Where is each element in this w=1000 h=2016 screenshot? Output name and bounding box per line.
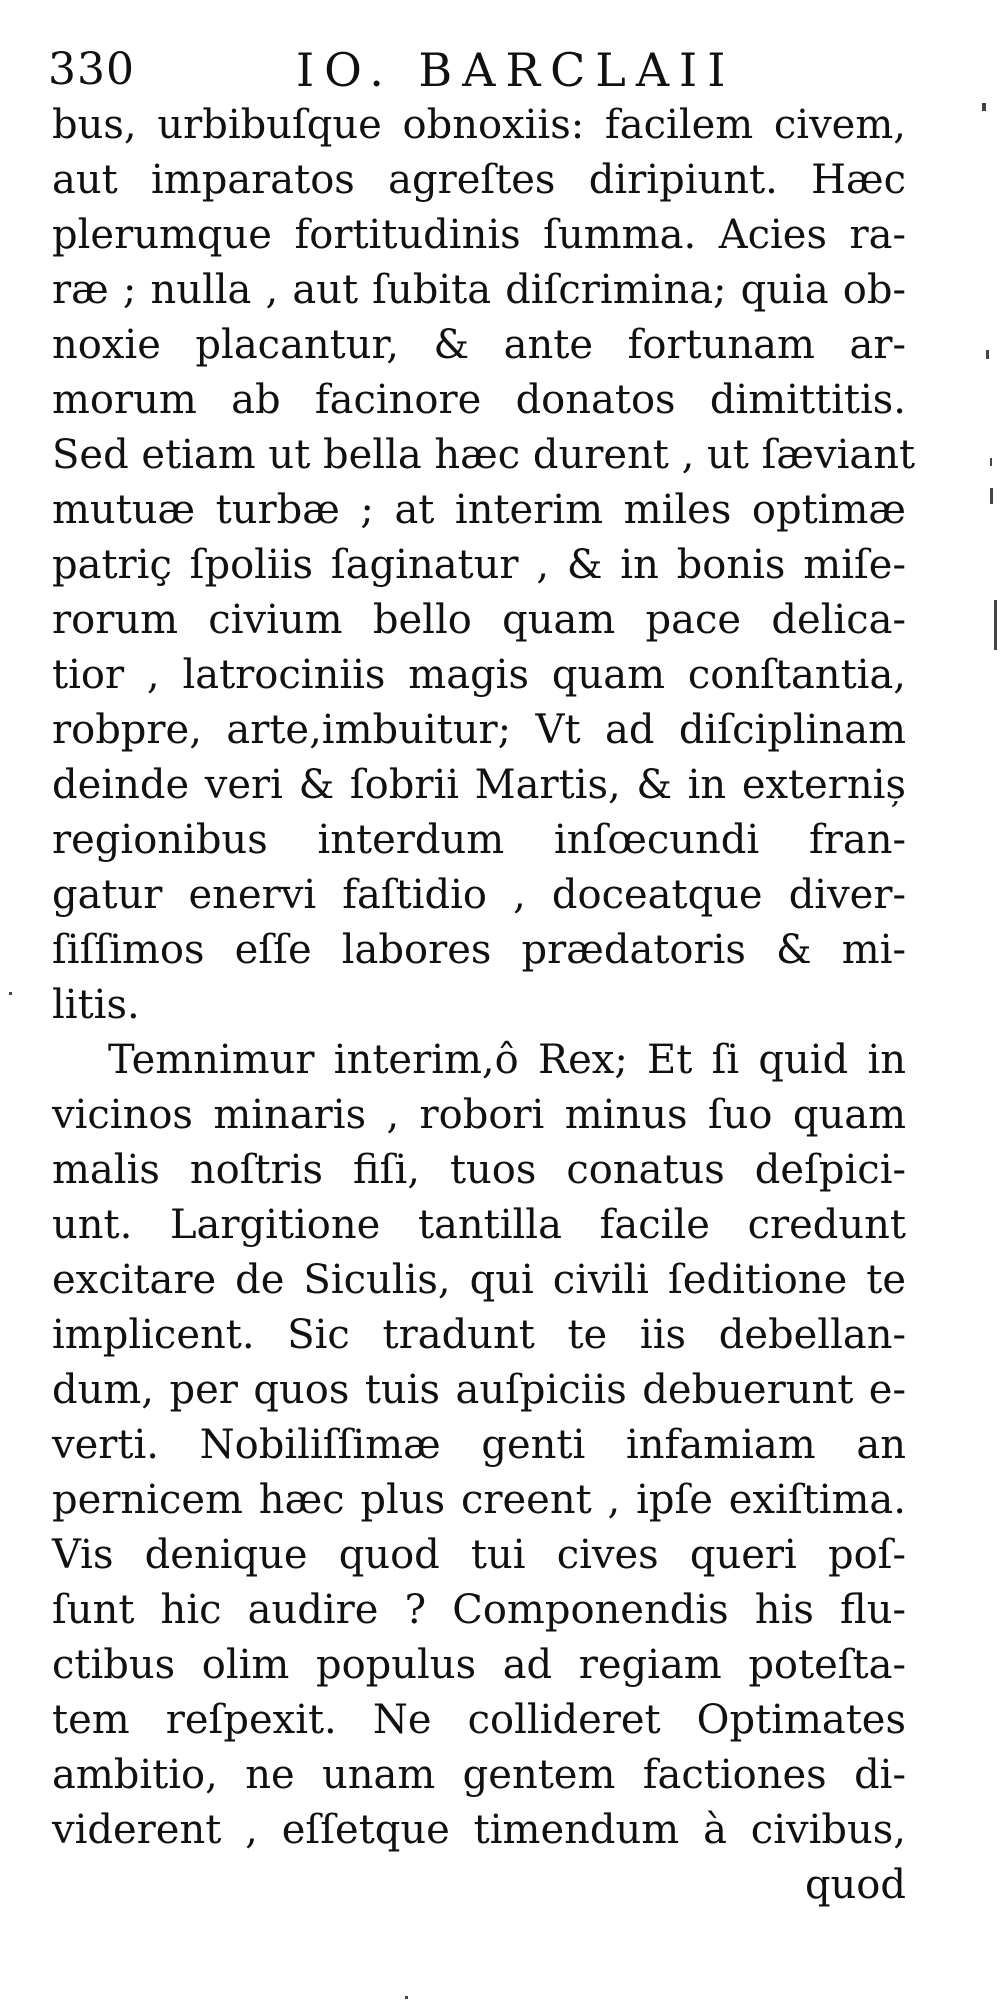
text-line: plerumque fortitudinis ſumma. Acies ra- [52,212,906,258]
text-line: bus, urbibuſque obnoxiis: facilem civem, [52,102,906,148]
text-line: ræ ; nulla , aut ſubita diſcrimina; quia ob- [52,267,906,313]
text-line: implicent. Sic tradunt te iis debellan- [52,1312,906,1358]
text-line: regionibus interdum inſœcundi fran- [52,817,906,863]
text-line: viderent , eſſetque timendum à civibus, [52,1807,906,1853]
catchword: quod [804,1862,906,1908]
margin-speck [990,458,992,466]
margin-speck [405,1996,408,1999]
text-line: noxie placantur, & ante fortunam ar- [52,322,906,368]
body-text [52,98,916,1913]
text-line: tem reſpexit. Ne collideret Optimates [52,1697,906,1743]
text-line: litis. [52,982,140,1028]
text-line: dum, per quos tuis auſpiciis debuerunt e- [52,1367,906,1413]
text-line: aut imparatos agreſtes diripiunt. Hæc [52,157,906,203]
text-line: robpre, arte,imbuitur; Vt ad diſciplinam [52,707,906,753]
text-line: vicinos minaris , robori minus ſuo quam [52,1092,906,1138]
text-line: excitare de Siculis, qui civili ſeditione te [52,1257,906,1303]
text-line: unt. Largitione tantilla facile credunt [52,1202,906,1248]
margin-speck [994,600,997,650]
text-line: Sed etiam ut bella hæc durent , ut ſæviant [52,432,916,478]
text-line: Temnimur interim,ô Rex; Et ſi quid in [108,1037,906,1083]
text-line: ambitio, ne unam gentem factiones di- [52,1752,906,1798]
page-number: 330 [48,44,135,95]
text-line: deinde veri & ſobrii Martis, & in externiș [52,762,906,808]
paragraph-1 [52,98,916,1033]
margin-speck [9,992,12,995]
text-line: patriç ſpoliis ſaginatur , & in bonis miſe- [52,542,906,588]
margin-speck [990,488,993,504]
text-line: ſunt hic audire ? Componendis his flu- [52,1587,906,1633]
text-line: Vis denique quod tui cives queri poſ- [52,1532,906,1578]
text-line: mutuæ turbæ ; at interim miles optimæ [52,487,906,533]
text-line: rorum civium bello quam pace delica- [52,597,906,643]
text-line: ſiſſimos eſſe labores prædatoris & mi- [52,927,906,973]
text-line: malis noſtris fiſi, tuos conatus deſpici- [52,1147,906,1193]
text-line: ctibus olim populus ad regiam poteſta- [52,1642,906,1688]
page-header [48,40,908,100]
running-head: IO. BARCLAII [296,43,736,97]
text-line: pernicem hæc plus creent , ipſe exiſtima. [52,1477,906,1523]
margin-speck [986,350,989,359]
text-line: verti. Nobiliſſimæ genti infamiam an [52,1422,906,1468]
text-line: tior , latrociniis magis quam conſtantia, [52,652,906,698]
paragraph-2 [52,1033,906,1858]
text-line: morum ab facinore donatos dimittitis. [52,377,906,423]
text-line: gatur enervi faſtidio , doceatque diver- [52,872,906,918]
margin-speck [982,103,986,111]
